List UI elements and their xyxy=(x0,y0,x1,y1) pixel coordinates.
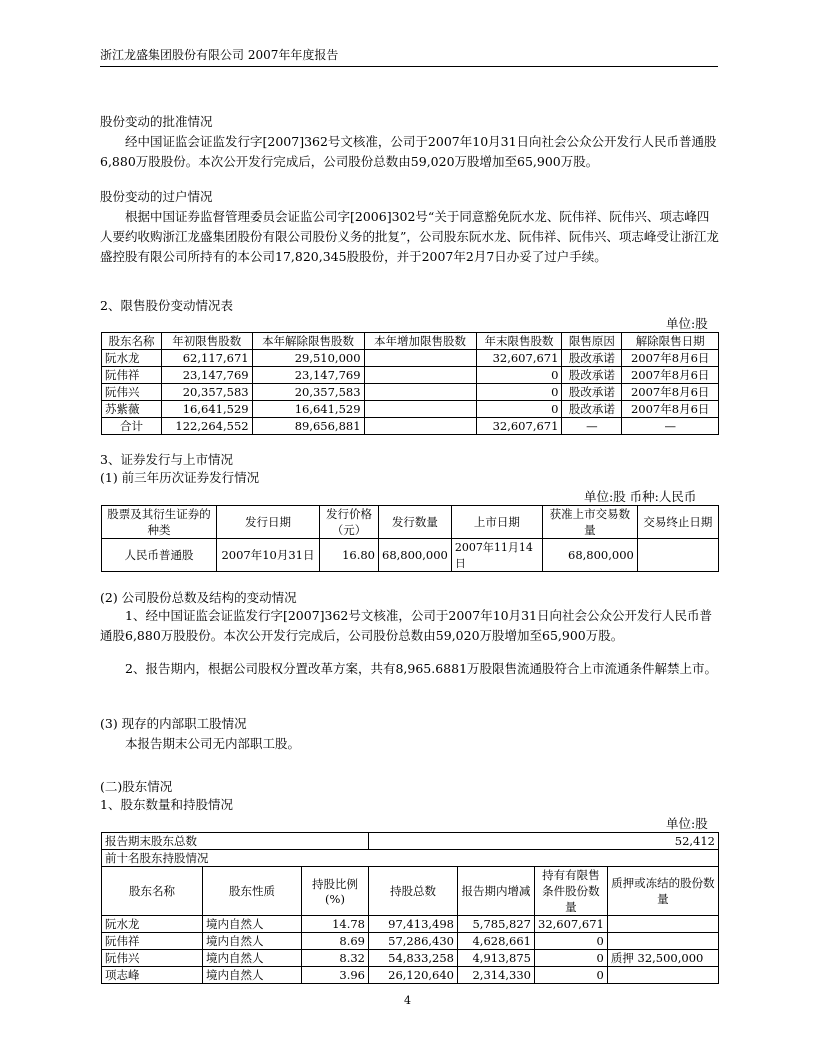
table-cell: 32,607,671 xyxy=(476,418,562,435)
table-row xyxy=(102,384,719,401)
table-cell: 2007年8月6日 xyxy=(622,401,719,418)
table-cell: 5,785,827 xyxy=(458,916,535,933)
table-row xyxy=(102,833,719,850)
table-cell: 68,800,000 xyxy=(542,539,637,572)
table-cell: 阮伟兴 xyxy=(102,384,162,401)
table-header-cell: 本年解除限售股数 xyxy=(252,333,364,350)
table-cell: 阮水龙 xyxy=(102,916,203,933)
table-cell: 阮伟祥 xyxy=(102,367,162,384)
paragraph-transfer: 根据中国证券监督管理委员会证监公司字[2006]302号“关于同意豁免阮水龙、阮伟祥、阮伟兴、项志峰四人要约收购浙江龙盛集团股份有限公司股份义务的批复”，公司股东阮水龙、阮伟祥、阮伟兴、项志峰受让浙江龙盛控股有限公司所持有的本公司17,820,345股股份，并于2007年2月7日办妥了过户手续。 xyxy=(100,209,719,264)
unit-label: 单位:股 币种:人民币 xyxy=(584,489,697,504)
table-cell xyxy=(364,401,476,418)
table-cell: 29,510,000 xyxy=(252,350,364,367)
paragraph-structure-2: 2、报告期内，根据公司股权分置改革方案，共有8,965.6881万股限售流通股符合上市流通条件解禁上市。 xyxy=(125,661,718,676)
table-cell: 2007年8月6日 xyxy=(622,350,719,367)
table-cell: 0 xyxy=(535,950,608,967)
table-cell: 3.96 xyxy=(302,967,369,984)
table-row xyxy=(102,950,719,967)
table-header-cell: 股东名称 xyxy=(102,867,203,916)
table-cell: 0 xyxy=(476,384,562,401)
table-row xyxy=(102,916,719,933)
table-cell: 2007年10月31日 xyxy=(217,539,320,572)
table-cell: 20,357,583 xyxy=(252,384,364,401)
top10-label: 前十名股东持股情况 xyxy=(102,850,719,867)
table-cell: 合计 xyxy=(102,418,162,435)
table-cell: 2,314,330 xyxy=(458,967,535,984)
table-cell: 2007年8月6日 xyxy=(622,384,719,401)
table-cell: 2007年11月14日 xyxy=(451,539,542,572)
table-cell xyxy=(637,539,718,572)
table-cell: 阮水龙 xyxy=(102,350,162,367)
table-cell: 68,800,000 xyxy=(379,539,452,572)
table-cell: 16.80 xyxy=(320,539,379,572)
table-cell: 0 xyxy=(476,367,562,384)
table-cell: 股改承诺 xyxy=(562,401,622,418)
section-title-approval: 股份变动的批准情况 xyxy=(100,114,213,129)
table-cell xyxy=(364,384,476,401)
table-cell xyxy=(607,933,718,950)
table-header-cell: 解除限售日期 xyxy=(622,333,719,350)
page-header: 浙江龙盛集团股份有限公司 2007年年度报告 xyxy=(100,46,718,67)
shareholders-table xyxy=(101,832,719,984)
table-cell: 57,286,430 xyxy=(369,933,458,950)
issuance-table xyxy=(101,505,719,572)
subsection-title-issuance: (1) 前三年历次证券发行情况 xyxy=(100,470,260,485)
table-cell: 项志峰 xyxy=(102,967,203,984)
table-header-cell: 股票及其衍生证券的种类 xyxy=(102,506,217,539)
table-cell: 26,120,640 xyxy=(369,967,458,984)
table-cell: 54,833,258 xyxy=(369,950,458,967)
table-total-row xyxy=(102,418,719,435)
table-cell: 阮伟兴 xyxy=(102,950,203,967)
table-cell: 股改承诺 xyxy=(562,350,622,367)
table-cell: — xyxy=(562,418,622,435)
table-cell: 阮伟祥 xyxy=(102,933,203,950)
table-header-cell: 上市日期 xyxy=(451,506,542,539)
table-cell xyxy=(364,367,476,384)
subsection-title-structure: (2) 公司股份总数及结构的变动情况 xyxy=(100,590,297,605)
paragraph-employee: 本报告期末公司无内部职工股。 xyxy=(125,736,301,751)
table-cell: 股改承诺 xyxy=(562,367,622,384)
unit-label: 单位:股 xyxy=(666,316,708,331)
table-cell: 97,413,498 xyxy=(369,916,458,933)
table-cell: 8.69 xyxy=(302,933,369,950)
table-cell xyxy=(607,967,718,984)
table-header-cell: 交易终止日期 xyxy=(637,506,718,539)
table-cell: 16,641,529 xyxy=(161,401,252,418)
subsection-title-shareholders: 1、股东数量和持股情况 xyxy=(100,797,233,812)
table-cell: 16,641,529 xyxy=(252,401,364,418)
table-cell: 20,357,583 xyxy=(161,384,252,401)
table-row xyxy=(102,933,719,950)
table-cell: 0 xyxy=(476,401,562,418)
table-cell: 股改承诺 xyxy=(562,384,622,401)
table-cell: 89,656,881 xyxy=(252,418,364,435)
table-cell: 23,147,769 xyxy=(252,367,364,384)
table-row xyxy=(102,350,719,367)
table-cell: 23,147,769 xyxy=(161,367,252,384)
paragraph-approval: 经中国证监会证监发行字[2007]362号文核准，公司于2007年10月31日向社会公众公开发行人民币普通股6,880万股股份。本次公开发行完成后，公司股份总数由59,020万股增加至65,900万股。 xyxy=(100,134,717,169)
unit-label: 单位:股 xyxy=(666,816,708,831)
table-row xyxy=(102,967,719,984)
table-header-cell: 报告期内增减 xyxy=(458,867,535,916)
table-cell: — xyxy=(622,418,719,435)
table-row xyxy=(102,539,719,572)
total-shareholders-label: 报告期末股东总数 xyxy=(102,833,369,850)
table-header-cell: 股东性质 xyxy=(203,867,302,916)
table-cell: 62,117,671 xyxy=(161,350,252,367)
table-header-row xyxy=(102,333,719,350)
table-cell: 境内自然人 xyxy=(203,916,302,933)
table-cell: 苏紫薇 xyxy=(102,401,162,418)
restricted-shares-table xyxy=(101,332,719,435)
subsection-title-employee: (3) 现存的内部职工股情况 xyxy=(100,716,247,731)
table-cell: 4,628,661 xyxy=(458,933,535,950)
section-title-shareholders: (二)股东情况 xyxy=(100,779,173,794)
table-row xyxy=(102,401,719,418)
table-row xyxy=(102,367,719,384)
table-cell: 0 xyxy=(535,933,608,950)
table-cell: 32,607,671 xyxy=(476,350,562,367)
table-header-cell: 持股总数 xyxy=(369,867,458,916)
table-header-cell: 股东名称 xyxy=(102,333,162,350)
section-title-restricted: 2、限售股份变动情况表 xyxy=(100,298,233,313)
table-cell xyxy=(607,916,718,933)
table-row xyxy=(102,850,719,867)
table-header-cell: 发行数量 xyxy=(379,506,452,539)
table-cell: 4,913,875 xyxy=(458,950,535,967)
table-header-row xyxy=(102,867,719,916)
table-header-row xyxy=(102,506,719,539)
page-number: 4 xyxy=(404,994,411,1007)
table-header-cell: 获准上市交易数量 xyxy=(542,506,637,539)
table-cell: 2007年8月6日 xyxy=(622,367,719,384)
table-header-cell: 持股比例(%) xyxy=(302,867,369,916)
table-cell: 0 xyxy=(535,967,608,984)
table-header-cell: 本年增加限售股数 xyxy=(364,333,476,350)
table-cell: 境内自然人 xyxy=(203,967,302,984)
table-header-cell: 持有有限售条件股份数量 xyxy=(535,867,608,916)
table-header-cell: 发行日期 xyxy=(217,506,320,539)
section-title-transfer: 股份变动的过户情况 xyxy=(100,189,213,204)
table-cell: 境内自然人 xyxy=(203,933,302,950)
table-header-cell: 年末限售股数 xyxy=(476,333,562,350)
total-shareholders-value: 52,412 xyxy=(369,833,719,850)
table-header-cell: 限售原因 xyxy=(562,333,622,350)
table-cell: 122,264,552 xyxy=(161,418,252,435)
table-cell xyxy=(364,418,476,435)
table-header-cell: 年初限售股数 xyxy=(161,333,252,350)
table-header-cell: 质押或冻结的股份数量 xyxy=(607,867,718,916)
table-cell: 8.32 xyxy=(302,950,369,967)
table-header-cell: 发行价格（元） xyxy=(320,506,379,539)
table-cell: 14.78 xyxy=(302,916,369,933)
table-cell: 境内自然人 xyxy=(203,950,302,967)
section-title-issuance: 3、证券发行与上市情况 xyxy=(100,452,233,467)
table-cell xyxy=(364,350,476,367)
table-cell: 32,607,671 xyxy=(535,916,608,933)
paragraph-structure-1: 1、经中国证监会证监发行字[2007]362号文核准，公司于2007年10月31日向社会公众公开发行人民币普通股6,880万股股份。本次公开发行完成后，公司股份总数由59,020万股增加至65,900万股。 xyxy=(100,608,713,643)
table-cell: 质押 32,500,000 xyxy=(607,950,718,967)
table-cell: 人民币普通股 xyxy=(102,539,217,572)
